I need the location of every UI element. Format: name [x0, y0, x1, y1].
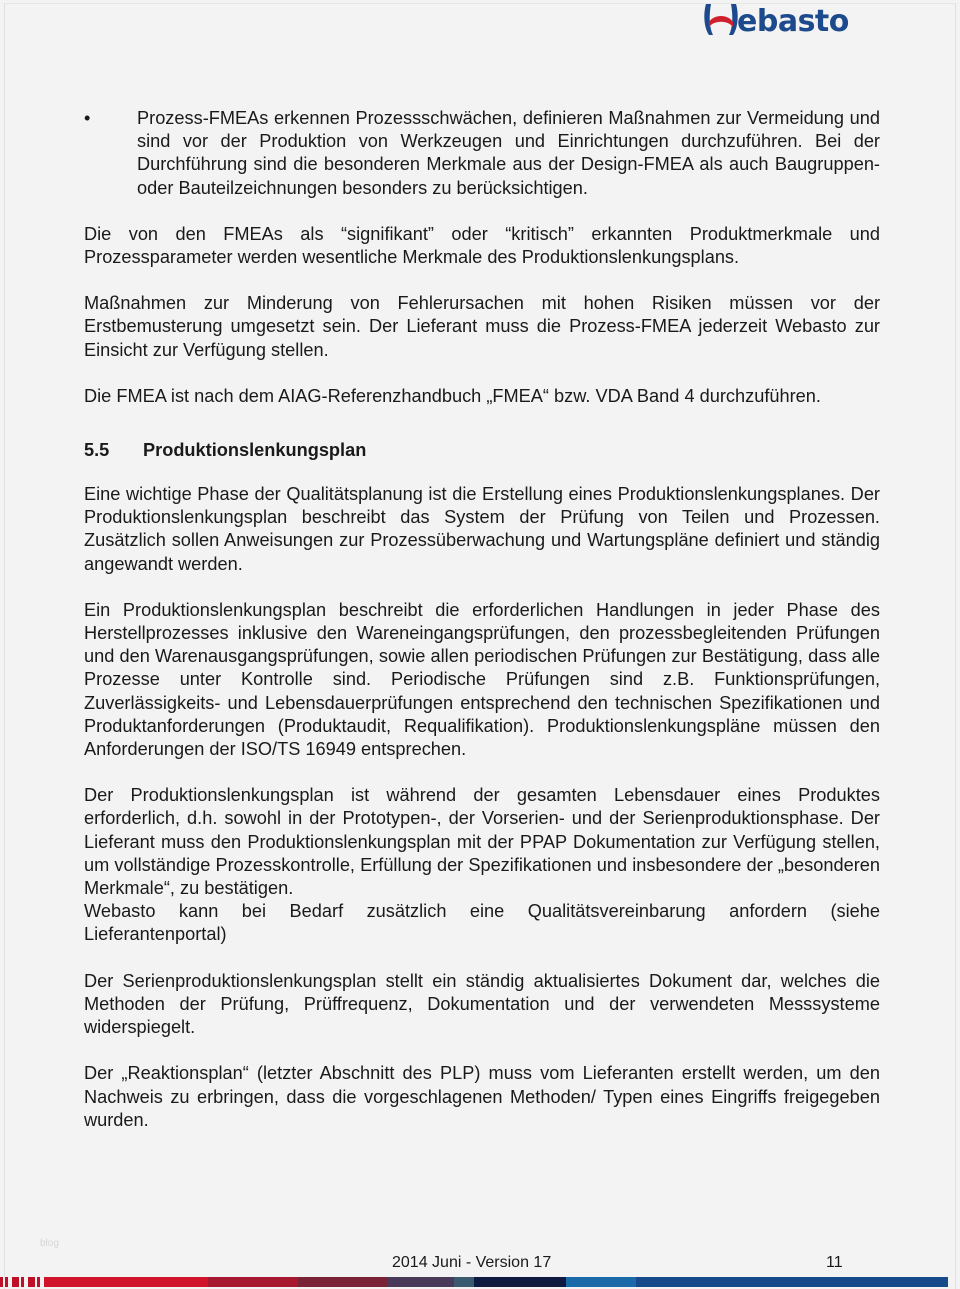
paragraph-serienproduktion: Der Serienproduktionslenkungsplan stellt ein ständig aktualisiertes Dokument dar, welches die Methoden der Prüfung, Prüffrequenz, Dokumentation und der verwendeten Messsysteme widerspiegelt.: [84, 970, 880, 1038]
watermark-text: blog: [40, 1238, 59, 1249]
bullet-list-item: [84, 107, 880, 200]
color-bar-segment: [44, 1277, 208, 1287]
color-bar-segment: [388, 1277, 454, 1287]
section-number: 5.5: [84, 440, 110, 461]
section-title: Produktionslenkungsplan: [143, 440, 367, 461]
paragraph-qualitaetsplanung: Eine wichtige Phase der Qualitätsplanung ist die Erstellung eines Produktionslenkungsplanes. Der Produktionslenkungsplan beschreibt das System der Prüfung von Teilen und Prozessen. Zusätzlich sollen Anweisungen zur Prozessüberwachung und Wartungspläne definiert und ständig angewandt werden.: [84, 484, 880, 574]
paragraph-reaktionsplan: Der „Reaktionsplan“ (letzter Abschnitt des PLP) muss vom Lieferanten erstellt werden, um den Nachweis zu erbringen, dass die vorgeschlagenen Methoden/ Typen eines Eingriffs freigegeben wurden.: [84, 1063, 880, 1130]
paragraph-qualitaetsvereinbarung: Webasto kann bei Bedarf zusätzlich eine Qualitätsvereinbarung anfordern (siehe Lieferantenportal): [84, 901, 880, 945]
paragraph-handlungen: Ein Produktionslenkungsplan beschreibt die erforderlichen Handlungen in jeder Phase des Herstellprozesses inklusive den Wareneingangsprüfungen, den prozessbegleitenden Prüfungen und den Warenausgangsprüfungen, sowie allen periodischen Prüfungen zur Bestätigung, dass alle Prozesse unter Kontrolle sind. Periodische Prüfungen sind z.B. Funktionsprüfungen, Zuverlässigkeits- und Lebensdauerprüfungen entsprechend den technischen Spezifikationen und Produktanforderungen (Produktaudit, Requalifikation). Produktionslenkungspläne müssen den Anforderungen der ISO/TS 16949 entsprechen.: [84, 599, 880, 760]
footer-page-number: 11: [826, 1254, 843, 1271]
document-body: [84, 107, 880, 1132]
paragraph-massnahmen: Maßnahmen zur Minderung von Fehlerursachen mit hohen Risiken müssen vor der Erstbemusterung umgesetzt sein. Der Lieferant muss die Prozess-FMEA jederzeit Webasto zur Einsicht zur Verfügung stellen.: [84, 293, 880, 360]
color-bar-segment: [566, 1277, 636, 1287]
color-bar-segment: [208, 1277, 298, 1287]
paragraph-aiag: Die FMEA ist nach dem AIAG-Referenzhandbuch „FMEA“ bzw. VDA Band 4 durchzuführen.: [84, 385, 821, 406]
footer-version: 2014 Juni - Version 17: [392, 1254, 552, 1271]
bullet-icon: •: [84, 108, 91, 128]
webasto-logo: [702, 0, 849, 40]
section-heading: [84, 439, 880, 462]
webasto-w-logo-icon: [702, 2, 740, 38]
color-bar-segment: [454, 1277, 474, 1287]
color-bar-segment: [298, 1277, 388, 1287]
color-bar-segment: [474, 1277, 566, 1287]
color-bar-stripe-left: [0, 1277, 44, 1287]
bullet-text: Prozess-FMEAs erkennen Prozessschwächen, definieren Maßnahmen zur Vermeidung und sind vor der Produktion von Werkzeugen und Einrichtungen durchzuführen. Bei der Durchführung sind die besonderen Merkmale aus der Design-FMEA als auch Baugruppen- oder Bauteilzeichnungen besonders zu berücksichtigen.: [137, 108, 880, 198]
color-bar-segment: [636, 1277, 948, 1287]
footer-color-bar: [0, 1277, 960, 1287]
logo-wordmark: ebasto: [737, 4, 849, 39]
paragraph-fmea-merkmale: Die von den FMEAs als “signifikant” oder “kritisch” erkannten Produktmerkmale und Prozessparameter werden wesentliche Merkmale des Produktionslenkungsplans.: [84, 223, 880, 268]
paragraph-lebensdauer: Der Produktionslenkungsplan ist während der gesamten Lebensdauer eines Produktes erforderlich, d.h. sowohl in der Prototypen-, der Vorserien- und der Serienproduktionsphase. Der Lieferant muss den Produktionslenkungsplan mit der PPAP Dokumentation zur Verfügung stellen, um vollständige Prozesskontrolle, Erfüllung der Spezifikationen und insbesondere der „besonderen Merkmale“, zu bestätigen.: [84, 785, 880, 899]
